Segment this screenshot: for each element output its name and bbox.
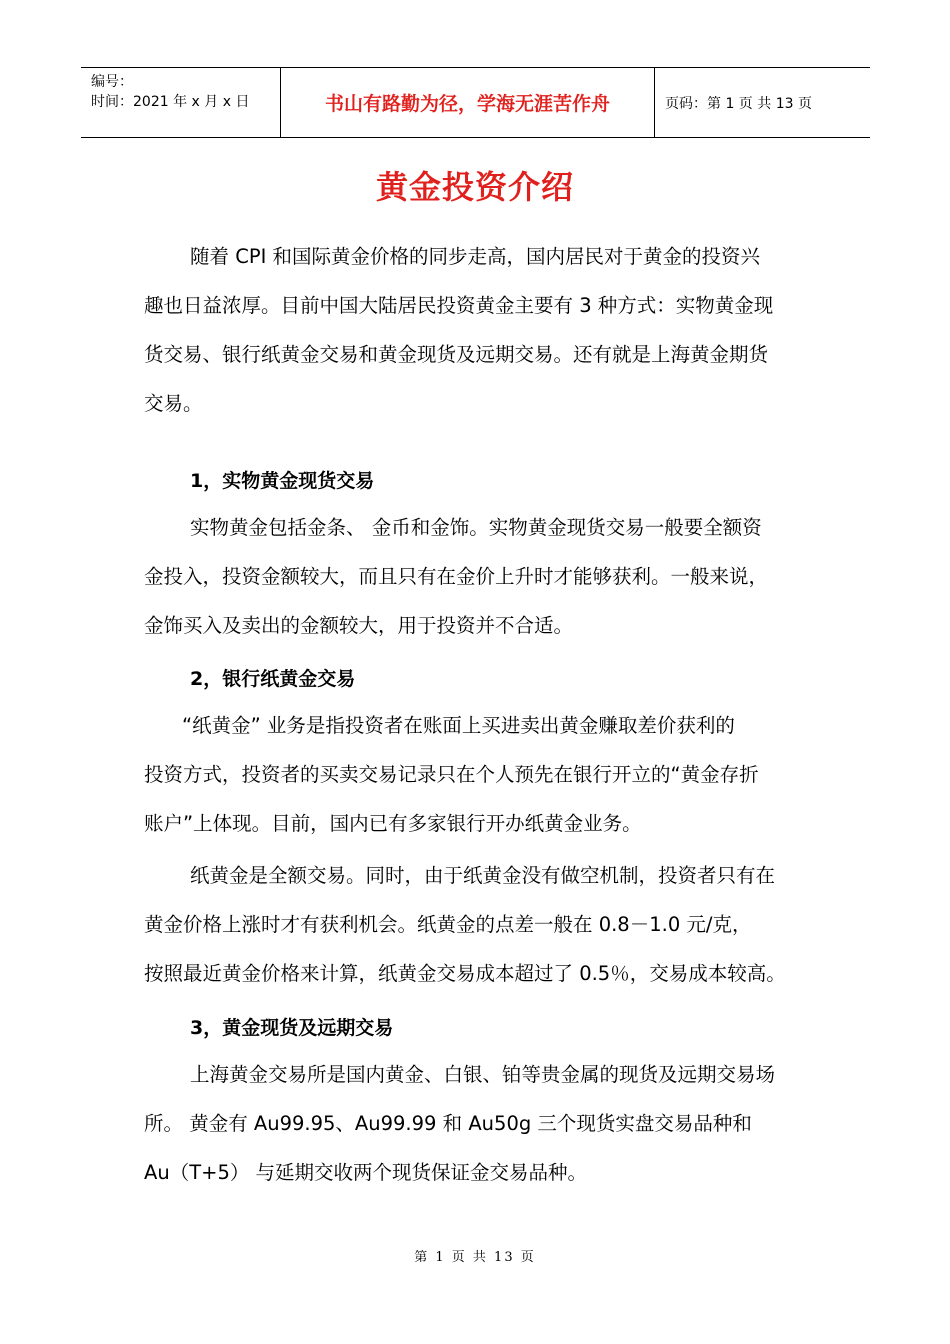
text-line: “纸黄金” 业务是指投资者在账面上买进卖出黄金赚取差价获利的	[182, 714, 735, 737]
text-line: 金饰买入及卖出的金额较大，用于投资并不合适。	[144, 614, 574, 637]
text-line: 金投入，投资金额较大，而且只有在金价上升时才能够获利。一般来说，	[144, 565, 769, 588]
text-line: 按照最近黄金价格来计算，纸黄金交易成本超过了 0.5％，交易成本较高。	[144, 962, 786, 985]
intro-paragraph	[144, 232, 866, 428]
section-heading-2: 2，银行纸黄金交易	[190, 668, 356, 690]
text-line: 账户”上体现。目前，国内已有多家银行开办纸黄金业务。	[144, 812, 642, 835]
page-indicator: 页码：第 1 页 共 13 页	[665, 95, 812, 112]
header-page-cell	[655, 68, 870, 137]
section-1-paragraph	[144, 503, 866, 650]
section-2-paragraph-2	[144, 851, 866, 998]
header-meta-cell	[81, 68, 281, 137]
text-line: 实物黄金包括金条、 金币和金饰。实物黄金现货交易一般要全额资	[190, 516, 762, 539]
document-title: 黄金投资介绍	[375, 168, 574, 206]
text-line: 随着 CPI 和国际黄金价格的同步走高，国内居民对于黄金的投资兴	[190, 245, 761, 268]
text-line: 交易。	[144, 392, 203, 415]
section-3-paragraph	[144, 1050, 866, 1197]
document-date: 时间：2021 年 x 月 x 日	[91, 94, 250, 110]
document-number: 编号：	[91, 74, 133, 90]
section-heading-3: 3，黄金现货及远期交易	[190, 1017, 394, 1039]
text-line: 纸黄金是全额交易。同时，由于纸黄金没有做空机制，投资者只有在	[190, 864, 776, 887]
text-line: 货交易、银行纸黄金交易和黄金现货及远期交易。还有就是上海黄金期货	[144, 343, 769, 366]
motto: 书山有路勤为径，学海无涯苦作舟	[324, 93, 610, 115]
text-line: 投资方式，投资者的买卖交易记录只在个人预先在银行开立的“黄金存折	[144, 763, 759, 786]
header-motto-cell	[281, 68, 655, 137]
text-line: 所。 黄金有 Au99.95、Au99.99 和 Au50g 三个现货实盘交易品种和	[144, 1112, 752, 1135]
text-line: 趣也日益浓厚。目前中国大陆居民投资黄金主要有 3 种方式：实物黄金现	[144, 294, 774, 317]
page-footer: 第 1 页 共 13 页	[414, 1250, 536, 1265]
text-line: Au（T+5） 与延期交收两个现货保证金交易品种。	[144, 1161, 588, 1184]
section-2-paragraph-1	[144, 701, 866, 848]
text-line: 黄金价格上涨时才有获利机会。纸黄金的点差一般在 0.8－1.0 元/克，	[144, 913, 752, 936]
section-heading-1: 1，实物黄金现货交易	[190, 470, 375, 492]
text-line: 上海黄金交易所是国内黄金、白银、铂等贵金属的现货及远期交易场	[190, 1063, 776, 1086]
header-table	[81, 67, 870, 138]
